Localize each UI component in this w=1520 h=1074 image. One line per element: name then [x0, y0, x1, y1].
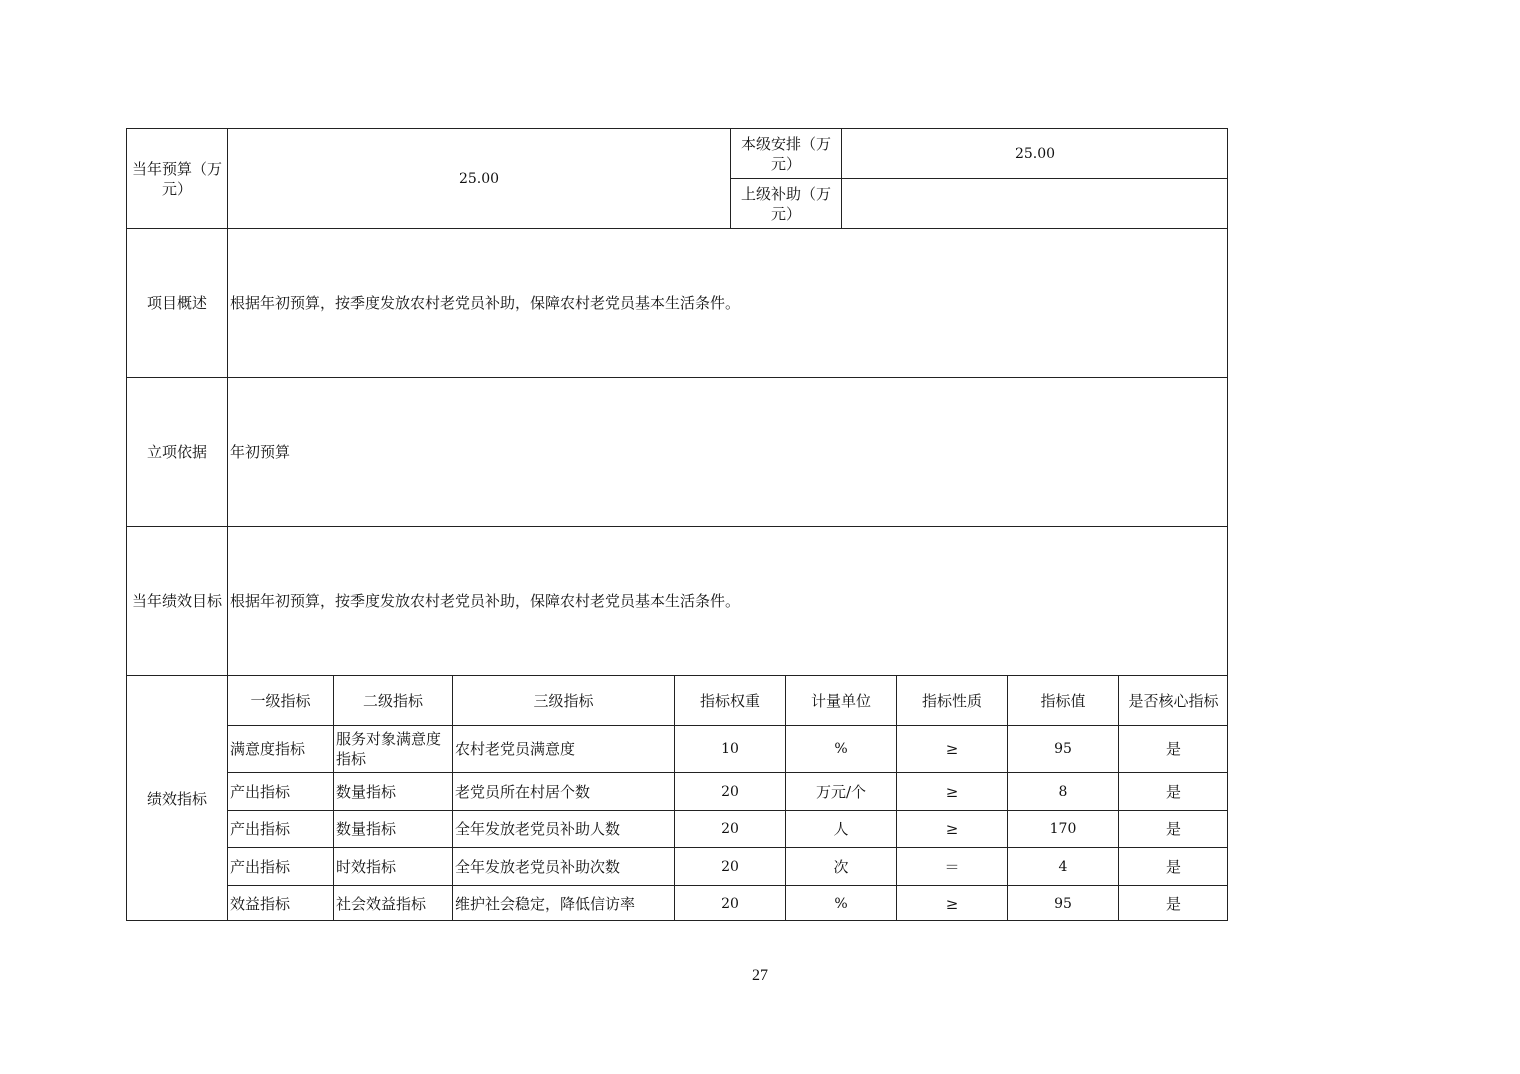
- table-row-cell: 次: [833, 857, 849, 876]
- table-row-cell: 170: [1049, 821, 1077, 837]
- table-row-cell: 社会效益指标: [336, 894, 427, 913]
- table-row-cell: 是: [1165, 740, 1181, 758]
- basis-text: 年初预算: [230, 443, 291, 461]
- table-row-cell: 4: [1058, 858, 1068, 875]
- table-row-cell: 服务对象满意度指标: [336, 730, 442, 768]
- table-row-cell: 是: [1165, 820, 1181, 838]
- table-row-cell: 20: [721, 858, 739, 875]
- overview-text: 根据年初预算，按季度发放农村老党员补助，保障农村老党员基本生活条件。: [230, 294, 741, 312]
- upper-budget-value: [842, 179, 1228, 228]
- table-row-cell: ＝: [944, 857, 960, 876]
- table-row-cell: 人: [833, 820, 849, 838]
- table-row-cell: ≥: [945, 740, 959, 758]
- table-row-cell: 10: [721, 741, 739, 757]
- overview-label: 项目概述: [146, 294, 207, 312]
- table-row-cell: 数量指标: [336, 820, 397, 838]
- header-level-three: 三级指标: [533, 691, 594, 710]
- table-row-cell: 是: [1165, 894, 1181, 913]
- goal-text: 根据年初预算，按季度发放农村老党员补助，保障农村老党员基本生活条件。: [230, 592, 741, 610]
- performance-table: [126, 128, 1228, 921]
- table-row-cell: 维护社会稳定，降低信访率: [455, 894, 636, 913]
- table-row-cell: 产出指标: [230, 782, 291, 801]
- table-row-cell: 万元/个: [815, 782, 867, 801]
- table-row-cell: 20: [721, 783, 739, 800]
- table-row-cell: %: [834, 741, 848, 757]
- local-budget-label: 本级安排（万元）: [740, 134, 831, 173]
- header-level-two: 二级指标: [362, 691, 423, 710]
- table-row-cell: 产出指标: [230, 820, 291, 838]
- goal-label: 当年绩效目标: [131, 592, 222, 610]
- table-row-cell: 老党员所在村居个数: [455, 782, 591, 801]
- header-level-one: 一级指标: [250, 691, 311, 710]
- table-row-cell: ≥: [945, 820, 959, 838]
- local-budget-value: 25.00: [1014, 145, 1056, 162]
- header-nature: 指标性质: [921, 691, 982, 710]
- table-row-cell: 满意度指标: [230, 740, 306, 758]
- basis-label: 立项依据: [146, 443, 207, 461]
- current-budget-label: 当年预算（万元）: [131, 159, 222, 198]
- table-row-cell: 产出指标: [230, 857, 291, 876]
- table-row-cell: 时效指标: [336, 857, 397, 876]
- table-row-cell: 8: [1058, 783, 1068, 800]
- indicators-label: 绩效指标: [146, 789, 207, 808]
- table-row-cell: 95: [1054, 741, 1072, 757]
- current-budget-value: 25.00: [458, 170, 500, 187]
- table-row-cell: 全年发放老党员补助人数: [455, 820, 621, 838]
- header-value: 指标值: [1040, 691, 1086, 710]
- header-unit: 计量单位: [810, 691, 871, 710]
- table-row-cell: 农村老党员满意度: [455, 740, 576, 758]
- table-row-cell: 是: [1165, 857, 1181, 876]
- header-weight: 指标权重: [699, 691, 760, 710]
- table-row-cell: 全年发放老党员补助次数: [455, 857, 621, 876]
- table-row-cell: ≥: [945, 894, 959, 913]
- upper-budget-label: 上级补助（万元）: [740, 184, 831, 223]
- table-row-cell: 20: [721, 821, 739, 837]
- table-row-cell: 效益指标: [230, 894, 291, 913]
- table-row-cell: 是: [1165, 782, 1181, 801]
- header-core: 是否核心指标: [1128, 691, 1219, 710]
- table-row-cell: 数量指标: [336, 782, 397, 801]
- page-number: 27: [752, 967, 768, 984]
- table-row-cell: 20: [721, 895, 739, 912]
- table-row-cell: ≥: [945, 782, 959, 801]
- table-row-cell: 95: [1054, 895, 1072, 912]
- table-row-cell: %: [834, 895, 848, 912]
